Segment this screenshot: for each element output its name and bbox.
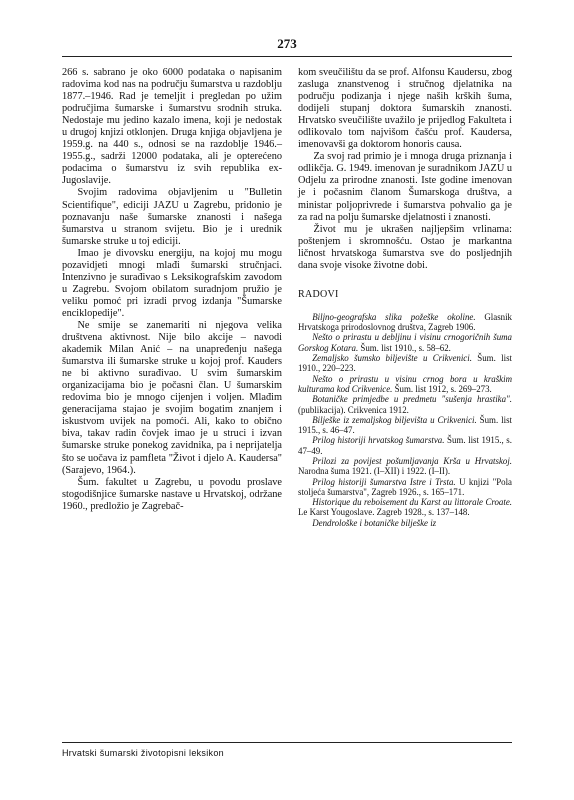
list-item: Biljno-geografska slika požeške okoline. Glasnik Hrvatskoga prirodoslovnog društva, Zagreb 1906. xyxy=(298,311,512,333)
list-item: Nešto o prirastu u debljinu i visinu crnogoričnih šuma Gorskog Kotara. Šum. list 1910., s. 58–62. xyxy=(298,332,512,353)
section-heading: RADOVI xyxy=(298,288,339,300)
list-item: Zemaljsko šumsko bilјevište u Crikvenici. Šum. list 1910., 220–223. xyxy=(298,353,512,374)
list-item: Botaničke primjedbe u predmetu "sušenja hrastika". (publikacija). Crikvenica 1912. xyxy=(298,394,512,415)
page-number: 273 xyxy=(277,36,297,51)
works-list xyxy=(298,312,512,528)
list-item: Prilog historiji šumarstva Istre i Trsta. U knjizi "Pola stoljeća šumarstva", Zagreb 1926., s. 165–171. xyxy=(298,476,512,497)
list-item: Prilog historiji hrvatskog šumarstva. Šum. list 1915., s. 47–49. xyxy=(298,435,512,456)
list-item: Dendrološke i botaničke bilješke iz xyxy=(312,517,437,528)
paragraph: Svojim radovima objavljenim u "Bulletin Scientifique", ediciji JAZU u Zagrebu, pridonio je poznavanju naše šumarske znanosti i našega šumarstva u stranom svijetu. Bio je i urednik šumarske struke u toj ediciji. xyxy=(62,187,282,247)
paragraph: Za svoj rad primio je i mnoga druga priznanja i odlikčja. G. 1949. imenovan je suradnikom JAZU u Odjelu za prirodne znanosti. Iste godine imenovan je i počasnim članom Šumarskoga društva, a ministar poljoprivrede i šumarstva pohvalio ga je za rad na polju šumarske djelatnosti i znanosti. xyxy=(298,151,512,223)
right-column xyxy=(298,67,512,528)
paragraph: Šum. fakultet u Zagrebu, u povodu proslave stogodišnjice šumarske nastave u Hrvatskoj, održane 1960., predložio je Zagrebač- xyxy=(62,476,282,512)
footer-rule xyxy=(62,742,512,743)
paragraph: kom sveučilištu da se prof. Alfonsu Kaudersu, zbog zasluga znanstvenog i stručnog djelatnika na području podizanja i njege naših krških šuma, dodijeli stupanj doktora šumarskih znanosti. Hrvatsko sveučilište uvažilo je prijedlog Fakulteta i odlikovalo tom najvišom čašću prof. Kaudersa, imenovavši ga doktorom honoris causa. xyxy=(298,67,512,151)
paragraph: Život mu je ukrašen najljepšim vrlinama: poštenjem i skromnošću. Ostao je markantna ličnost hrvatskoga šumarstva sve do posljednjih dana svoje visoke životne dobi. xyxy=(298,223,512,271)
paragraph: Imao je divovsku energiju, na kojoj mu mogu pozavidjeti mnogi mlađi šumarski stručnjaci. Intenzivno je surađivao s Leksikografskim zavodom u Zagrebu. Svojom obilatom suradnjom pružio je veliku pomoć pri izradi prvog izdanja "Šumarske enciklopedije". xyxy=(62,247,282,319)
list-item: Prilozi za povijest pošumljavanja Krša u Hrvatskoj. Narodna šuma 1921. (I–XII) i 1922. (I–II). xyxy=(298,456,512,477)
list-item: Bilješke iz zemaljskog biljevišta u Crikvenici. Šum. list 1915., s. 46–47. xyxy=(298,414,512,436)
list-item: Historique du reboisement du Karst au littorale Croate. Le Karst Yougoslave. Zagreb 1928., s. 137–148. xyxy=(298,497,512,518)
paragraph: Ne smije se zanemariti ni njegova velika društvena aktivnost. Nije bilo akcije – navodi akademik Milan Anić – na unapređenju našega šumarstva ili šumarske struke u kojoj prof. Kauders ne bi aktivno surađivao. U svim šumarskim organizacijama bio je počasni član. U šumarskim redovima bio je mnogo cijenjen i voljen. Mlađim generacijama stajao je svojim bogatim znanjem i iskustvom uvijek na pomoći. Ali, kako to obično biva, takav radin čovjek imao je u struci i izvan šumarske struke ponekog zavidnika, pa i neprijatelja što se uočava iz pamfleta "Život i djelo A. Kaudersa" (Sarajevo, 1964.). xyxy=(62,319,282,476)
header-rule xyxy=(62,56,512,57)
footer-text: Hrvatski šumarski životopisni leksikon xyxy=(62,748,224,758)
paragraph: 266 s. sabrano je oko 6000 podataka o napisanim radovima kod nas na području šumarstva u razdoblju 1877.–1946. Rad je temeljit i pregledan po užim područjima šumarske i šumarstvu srodnih struka. Nedostaje mu jedino kazalo imena, koji je nedostak u drugoj knjizi otklonjen. Druga knjiga objavljena je 1959.g. na 440 s., odnosi se na razdoblje 1946.–1955.g., sadrži 12000 podataka, ali je opterećeno podacima o šumarstvu iz svih republika ex-Jugoslavije. xyxy=(62,67,282,187)
list-item: Nešto o prirastu u visinu crnog bora u kraškim kulturama kod Crikvenice. Šum. list 1912, s. 269–273. xyxy=(298,373,512,394)
left-column xyxy=(62,67,282,513)
